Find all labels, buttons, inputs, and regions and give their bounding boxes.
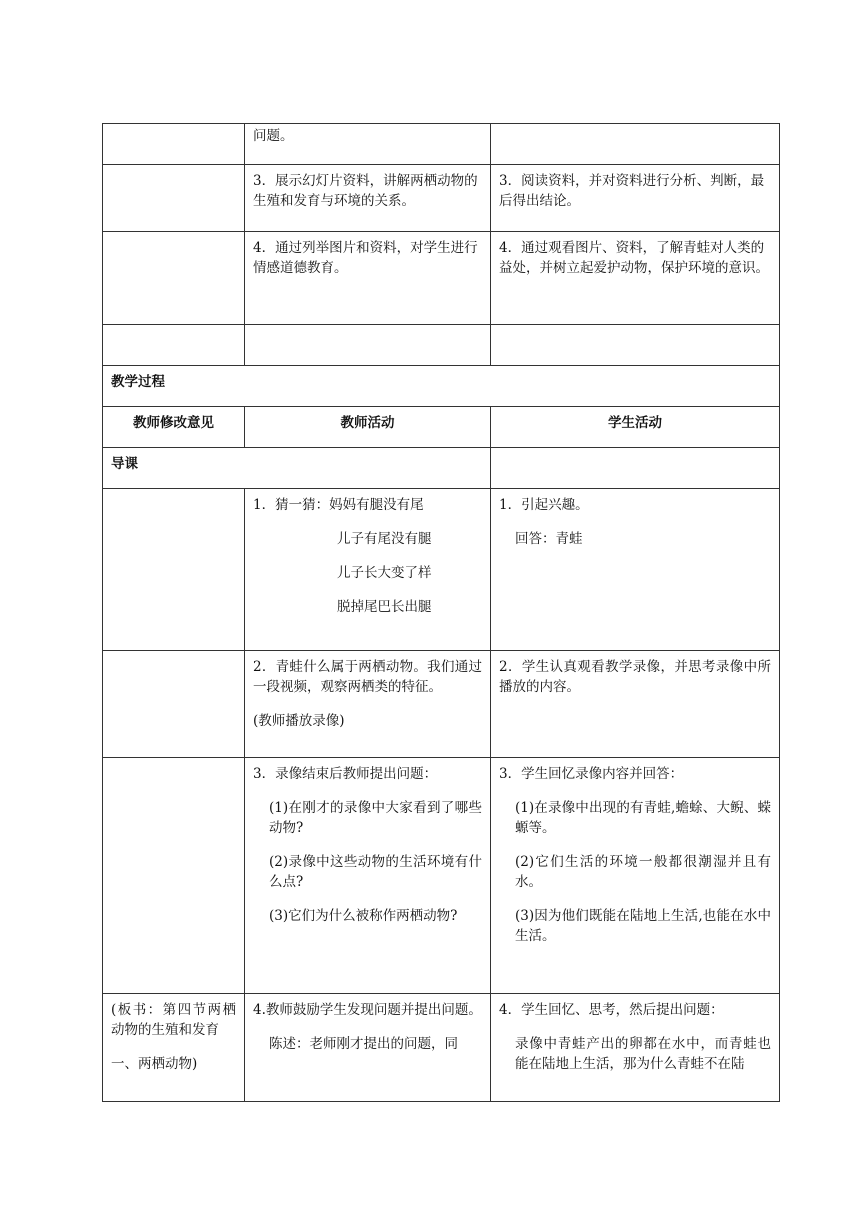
table-row [103,489,780,651]
riddle-student-cell [491,489,780,651]
student-text: 录像中青蛙产出的卵都在水中，而青蛙也能在陆地上生活，那为什么青蛙不在陆 [515,1036,771,1072]
video-cell [245,651,491,758]
lesson-plan-table [102,123,780,1102]
table-cell [103,758,245,994]
student-text: 1．引起兴趣。 [499,497,589,513]
header-teacher-activity: 教师活动 [245,407,491,448]
student-text: (1)在录像中出现的有青蛙,蟾蜍、大鲵、蝾螈等。 [515,800,771,836]
table-cell [245,325,491,366]
header-student-activity: 学生活动 [491,407,780,448]
table-row [103,758,780,994]
teacher-text: (教师播放录像) [253,713,345,729]
table-row [103,325,780,366]
teacher-text: 陈述：老师刚才提出的问题，同 [269,1036,458,1052]
student-text: (2)它们生活的环境一般都很潮湿并且有水。 [515,854,771,890]
table-row [103,651,780,758]
table-cell [103,165,245,232]
student-text: 3．学生回忆录像内容并回答： [499,766,684,782]
table-cell [491,325,780,366]
table-cell: 3．阅读资料，并对资料进行分析、判断，最后得出结论。 [491,165,780,232]
table-row [103,165,780,232]
teacher-text: 4.教师鼓励学生发现问题并提出问题。 [253,1002,482,1018]
board-cell [103,994,245,1102]
teacher-text: 2．青蛙什么属于两栖动物。我们通过一段视频，观察两栖类的特征。 [253,659,482,695]
teacher-text: (2)录像中这些动物的生活环境有什么点? [269,854,482,890]
board-text: 一、两栖动物) [111,1056,198,1072]
table-cell [103,651,245,758]
encourage-cell [245,994,491,1102]
teacher-text: 3．录像结束后教师提出问题： [253,766,438,782]
riddle-cell [245,489,491,651]
teacher-text: (3)它们为什么被称作两栖动物? [269,908,458,924]
video-student-cell [491,651,780,758]
student-text: 2．学生认真观看教学录像，并思考录像中所播放的内容。 [499,659,771,695]
section-row [103,366,780,407]
section-title: 教学过程 [103,366,780,407]
table-cell: 问题。 [245,124,491,165]
riddle-line: 1．猜一猜：妈妈有腿没有尾 [253,497,424,513]
teacher-text: (1)在刚才的录像中大家看到了哪些动物? [269,800,482,836]
riddle-line: 儿子有尾没有腿 [337,531,432,547]
header-row [103,407,780,448]
table-row [103,994,780,1102]
encourage-student-cell [491,994,780,1102]
table-cell: 4．通过列举图片和资料，对学生进行情感道德教育。 [245,232,491,325]
riddle-line: 脱掉尾巴长出腿 [337,599,432,615]
header-teacher-comments: 教师修改意见 [103,407,245,448]
table-cell: 3．展示幻灯片资料，讲解两栖动物的生殖和发育与环境的关系。 [245,165,491,232]
riddle-line: 儿子长大变了样 [337,565,432,581]
table-cell [491,124,780,165]
questions-cell [245,758,491,994]
student-text: (3)因为他们既能在陆地上生活,也能在水中生活。 [515,908,771,944]
student-text: 回答：青蛙 [515,531,583,547]
intro-title: 导课 [103,448,491,489]
table-row [103,124,780,165]
questions-student-cell [491,758,780,994]
table-cell: 4．通过观看图片、资料，了解青蛙对人类的益处，并树立起爱护动物，保护环境的意识。 [491,232,780,325]
table-cell [491,448,780,489]
table-cell [103,124,245,165]
table-row [103,232,780,325]
table-cell [103,489,245,651]
table-cell [103,325,245,366]
intro-row [103,448,780,489]
table-cell [103,232,245,325]
board-text: (板书：第四节两栖动物的生殖和发育 [111,1002,236,1038]
student-text: 4．学生回忆、思考，然后提出问题： [499,1002,724,1018]
